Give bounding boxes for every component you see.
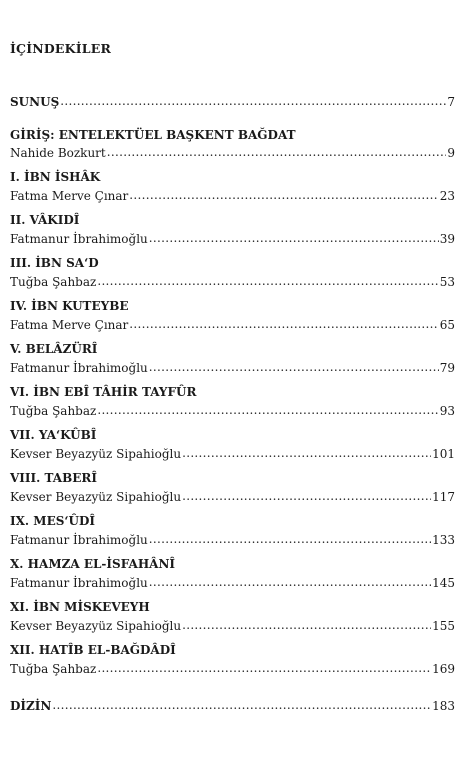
dot-leader (97, 274, 438, 286)
toc-heading: X. HAMZA EL-İSFAHÂNÎ (10, 557, 176, 571)
toc-page-number: 155 (432, 619, 455, 633)
dot-leader (149, 360, 439, 372)
toc-author: Kevser Beyazyüz Sipahioğlu (10, 619, 182, 633)
toc-heading: III. İBN SA‘D (10, 256, 99, 270)
toc-entry[interactable] (10, 360, 455, 376)
toc-heading: IX. MES‘ÛDÎ (10, 514, 96, 528)
toc-entry[interactable] (10, 618, 455, 634)
toc-heading: II. VÂKIDÎ (10, 213, 80, 227)
toc-author: Fatmanur İbrahimoğlu (10, 232, 148, 246)
dot-leader (182, 446, 431, 458)
toc-heading: IV. İBN KUTEYBE (10, 299, 129, 313)
toc-heading-giris: GİRİŞ: ENTELEKTÜEL BAŞKENT BAĞDAT (10, 128, 296, 142)
dot-leader (149, 231, 439, 243)
toc-author: Tuğba Şahbaz (10, 404, 97, 418)
toc-heading: XII. HATÎB EL-BAĞDÂDÎ (10, 643, 176, 657)
toc-author: Tuğba Şahbaz (10, 275, 97, 289)
toc-entry[interactable] (10, 231, 455, 247)
toc-entry[interactable] (10, 446, 455, 462)
toc-page-number: 79 (439, 361, 455, 375)
dot-leader (149, 575, 431, 587)
dot-leader (129, 317, 438, 329)
toc-entry[interactable] (10, 575, 455, 591)
toc-entry[interactable] (10, 274, 455, 290)
toc-author: Fatmanur İbrahimoğlu (10, 361, 148, 375)
toc-page-number: 133 (432, 533, 455, 547)
toc-page-number: 65 (439, 318, 455, 332)
toc-page-number: 101 (432, 447, 455, 461)
toc-page-number: 39 (439, 232, 455, 246)
toc-page-number: 117 (432, 490, 455, 504)
toc-entry[interactable] (10, 188, 455, 204)
toc-author: Tuğba Şahbaz (10, 662, 97, 676)
toc-entry[interactable] (10, 403, 455, 419)
toc-entry-label: DİZİN (10, 699, 52, 713)
toc-page-number: 145 (432, 576, 455, 590)
toc-page-number: 7 (447, 95, 455, 109)
toc-page-number: 9 (447, 146, 455, 160)
toc-page-number: 183 (432, 699, 455, 713)
toc-author: Kevser Beyazyüz Sipahioğlu (10, 490, 182, 504)
dot-leader (182, 489, 431, 501)
toc-heading: VIII. TABERÎ (10, 471, 97, 485)
toc-heading: V. BELÂZÜRÎ (10, 342, 98, 356)
toc-author: Fatmanur İbrahimoğlu (10, 576, 148, 590)
toc-heading: XI. İBN MİSKEVEYH (10, 600, 150, 614)
toc-page-number: 23 (439, 189, 455, 203)
dot-leader (97, 403, 438, 415)
toc-entry[interactable] (10, 317, 455, 333)
toc-author: Nahide Bozkurt (10, 146, 106, 160)
toc-heading: I. İBN İSHÂK (10, 170, 101, 184)
toc-author: Fatmanur İbrahimoğlu (10, 533, 148, 547)
toc-author: Fatma Merve Çınar (10, 189, 129, 203)
toc-heading: VI. İBN EBÎ TÂHİR TAYFÛR (10, 385, 197, 399)
toc-heading: VII. YA‘KÛBÎ (10, 428, 97, 442)
dot-leader (52, 698, 431, 710)
toc-author: Fatma Merve Çınar (10, 318, 129, 332)
toc-entry-label: SUNUŞ (10, 95, 60, 109)
dot-leader (129, 188, 438, 200)
toc-entry-sunus[interactable] (10, 94, 455, 110)
toc-entry-giris[interactable] (10, 145, 455, 161)
toc-entry[interactable] (10, 532, 455, 548)
page-title: İÇİNDEKİLER (10, 41, 112, 56)
dot-leader (182, 618, 431, 630)
toc-author: Kevser Beyazyüz Sipahioğlu (10, 447, 182, 461)
toc-entry[interactable] (10, 661, 455, 677)
dot-leader (97, 661, 431, 673)
dot-leader (107, 145, 447, 157)
dot-leader (149, 532, 431, 544)
toc-page-number: 53 (439, 275, 455, 289)
toc-page-number: 93 (439, 404, 455, 418)
toc-entry-dizin[interactable] (10, 698, 455, 714)
toc-entry[interactable] (10, 489, 455, 505)
dot-leader (60, 94, 446, 106)
toc-page-number: 169 (432, 662, 455, 676)
